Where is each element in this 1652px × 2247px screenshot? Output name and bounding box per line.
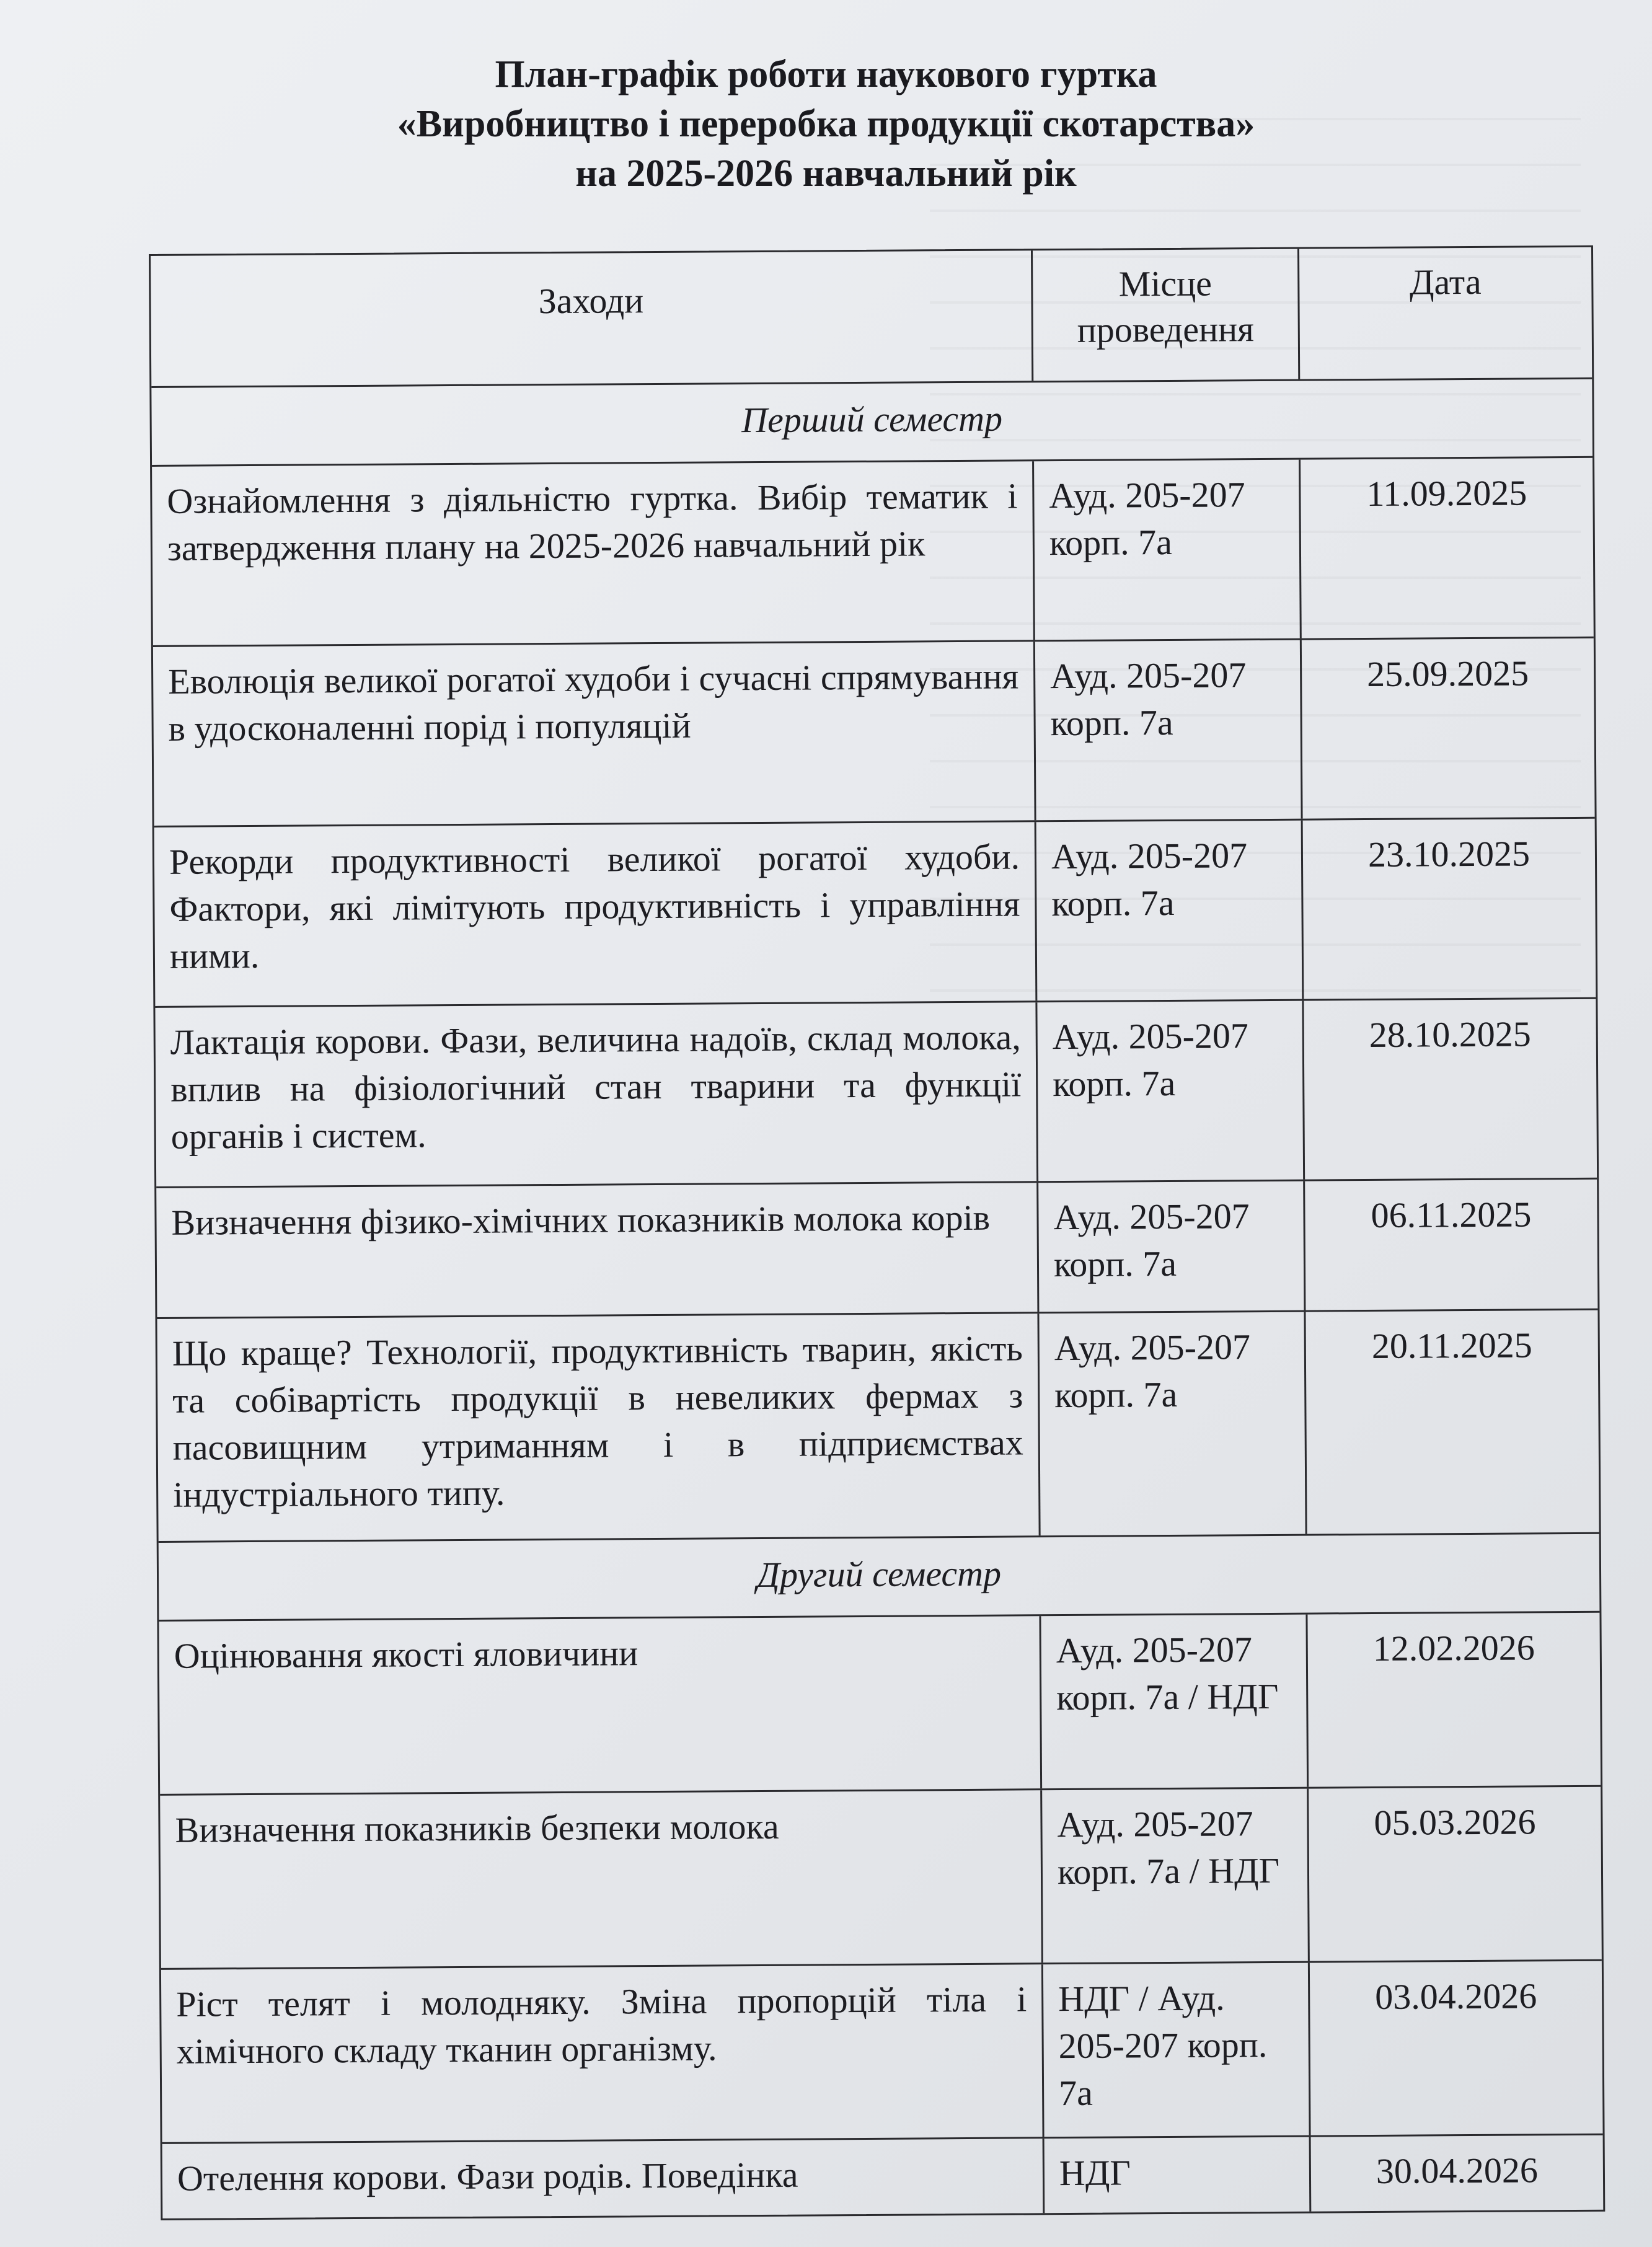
table-row: [152, 456, 1594, 645]
activity-cell: Лактація корови. Фази, величина надоїв, склад молока, вплив на фізіологічний стан тварини та функції органів і систем.: [170, 1017, 1022, 1157]
date-cell: 12.02.2026: [1305, 1613, 1601, 1787]
title-line-2: «Виробництво і переробка продукції скотарства»: [397, 103, 1255, 145]
place-cell: НДГ: [1043, 2137, 1310, 2214]
date-cell: 28.10.2025: [1302, 999, 1597, 1180]
schedule-table: [149, 245, 1605, 2220]
table-row: [160, 1785, 1602, 1968]
activity-cell: Оцінювання якості яловичини: [174, 1633, 638, 1676]
date-cell: 11.09.2025: [1299, 458, 1594, 638]
activity-cell: Визначення показників безпеки молока: [175, 1806, 779, 1850]
activity-cell: Ознайомлення з діяльністю гуртка. Вибір тематик і затвердження плану на 2025-2026 навчальний рік: [167, 475, 1018, 568]
place-cell: НДГ / Ауд. 205-207 корп. 7а: [1041, 1963, 1309, 2137]
table-row: [153, 637, 1595, 826]
activity-cell: Еволюція великої рогатої худоби і сучасні спрямування в удосконаленні порід і популяцій: [168, 656, 1019, 749]
semester-heading-1: Перший семестр: [151, 377, 1592, 465]
date-cell: 03.04.2026: [1308, 1961, 1603, 2135]
table-row: [156, 1178, 1597, 1317]
place-cell: Ауд. 205-207 корп. 7а: [1033, 640, 1301, 821]
place-cell: Ауд. 205-207 корп. 7а / НДГ: [1040, 1789, 1308, 1963]
title-line-3: на 2025-2026 навчальний рік: [575, 152, 1077, 195]
place-cell: Ауд. 205-207 корп. 7а: [1035, 1001, 1303, 1181]
activity-cell: Рекорди продуктивності великої рогатої худоби. Фактори, які лімітують продуктивність і управління ними.: [169, 836, 1020, 976]
date-cell: 25.09.2025: [1300, 638, 1595, 819]
header-place: Місце проведення: [1031, 249, 1298, 381]
table-row: [159, 1611, 1601, 1794]
table-row: [154, 817, 1596, 1006]
table-row: [157, 1309, 1599, 1541]
place-cell: Ауд. 205-207 корп. 7а: [1032, 460, 1300, 640]
place-cell: Ауд. 205-207 корп. 7а / НДГ: [1039, 1615, 1307, 1789]
header-date: Дата: [1297, 247, 1592, 379]
place-cell: Ауд. 205-207 корп. 7а: [1036, 1181, 1304, 1312]
table-row: [155, 997, 1597, 1186]
date-cell: 05.03.2026: [1307, 1787, 1602, 1961]
place-cell: Ауд. 205-207 корп. 7а: [1037, 1312, 1305, 1536]
title-line-1: План-графік роботи наукового гуртка: [495, 53, 1157, 95]
table-row: [162, 2134, 1604, 2218]
activity-cell: Ріст телят і молодняку. Зміна пропорцій тіла і хімічного складу тканин організму.: [176, 1979, 1027, 2072]
place-cell: Ауд. 205-207 корп. 7а: [1035, 821, 1302, 1001]
date-cell: 20.11.2025: [1304, 1310, 1599, 1534]
date-cell: 30.04.2026: [1309, 2135, 1604, 2212]
header-activities: Заходи: [538, 280, 644, 322]
activity-cell: Отелення корови. Фази родів. Поведінка: [177, 2154, 798, 2199]
document-title: [0, 50, 1652, 198]
activity-cell: Визначення фізико-хімічних показників молока корів: [171, 1197, 991, 1243]
activity-cell: Що краще? Технології, продуктивність тварин, якість та собівартість продукції в невеликих фермах з пасовищним утриманням і в підприємствах індустріального типу.: [172, 1328, 1023, 1515]
date-cell: 23.10.2025: [1301, 819, 1596, 999]
table-header-row: [151, 247, 1592, 386]
date-cell: 06.11.2025: [1303, 1180, 1597, 1310]
semester-heading-2: Другий семестр: [159, 1532, 1600, 1620]
table-row: [161, 1959, 1603, 2142]
